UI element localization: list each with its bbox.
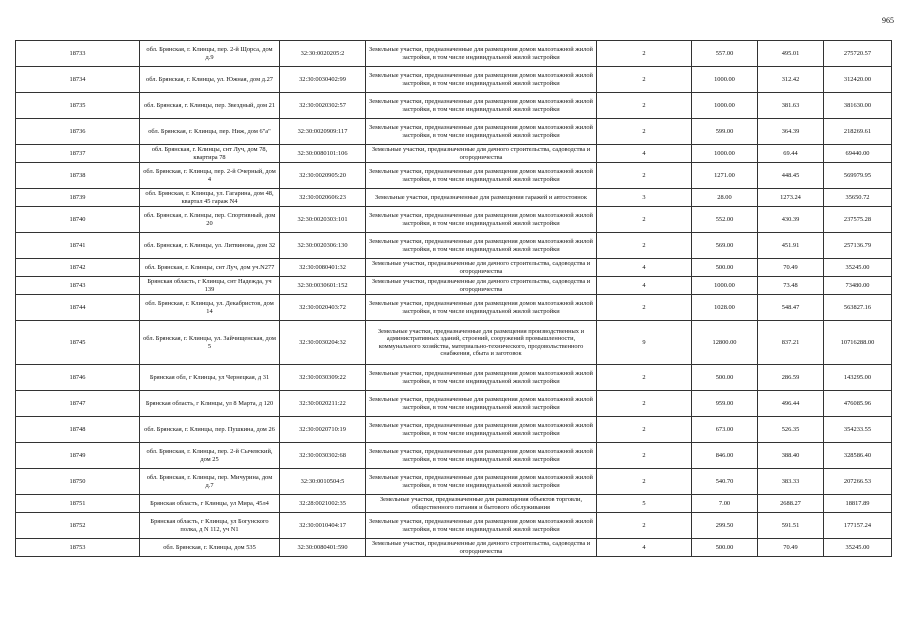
cell-group: 9 [597,321,692,365]
cell-purpose: Земельные участки, предназначенные для размещения гаражей и автостоянок [366,189,597,207]
cell-id: 18739 [16,189,140,207]
cell-id: 18738 [16,163,140,189]
cell-rate: 286.59 [758,365,824,391]
cell-rate: 591.51 [758,513,824,539]
cell-address: Брянская обл, г Клинцы, ул Чернецкая, д 31 [140,365,280,391]
cell-rate: 1273.24 [758,189,824,207]
cell-area: 299.50 [692,513,758,539]
cell-address: Брянская область, г Клинцы, ул Богунского полка, д N 112, уч N1 [140,513,280,539]
cell-id: 18743 [16,277,140,295]
cell-cadastral-number: 32:30:0020710:19 [280,417,366,443]
cell-cadastral-number: 32:30:0020205:2 [280,41,366,67]
cell-purpose: Земельные участки, предназначенные для размещения домов малоэтажной жилой застройки, в том числе индивидуальной жилой застройки [366,391,597,417]
cell-rate: 73.48 [758,277,824,295]
cell-rate: 495.01 [758,41,824,67]
cell-rate: 381.63 [758,93,824,119]
cell-cadastral-number: 32:30:0030402:99 [280,67,366,93]
cell-rate: 364.39 [758,119,824,145]
cell-address: обл. Брянская, г. Клинцы, ул. Южная, дом д.27 [140,67,280,93]
cell-purpose: Земельные участки, предназначенные для размещения домов малоэтажной жилой застройки, в том числе индивидуальной жилой застройки [366,443,597,469]
cell-cadastral-value: 563827.16 [824,295,892,321]
cell-address: Брянская область, г Клинцы, ул Мира, 45л4 [140,495,280,513]
cell-id: 18746 [16,365,140,391]
cell-area: 12800.00 [692,321,758,365]
cell-id: 18740 [16,207,140,233]
table-body [16,41,892,557]
cell-cadastral-value: 69440.00 [824,145,892,163]
cell-group: 2 [597,67,692,93]
cell-group: 2 [597,365,692,391]
cell-area: 1000.00 [692,277,758,295]
cell-cadastral-number: 32:30:0010404:17 [280,513,366,539]
cell-rate: 383.33 [758,469,824,495]
cell-area: 1000.00 [692,93,758,119]
cell-area: 1271.00 [692,163,758,189]
cell-cadastral-value: 476085.96 [824,391,892,417]
cell-id: 18745 [16,321,140,365]
cell-address: обл. Брянская, г. Клинцы, пер. Мичурина, дом д.7 [140,469,280,495]
cell-rate: 70.49 [758,259,824,277]
cell-area: 557.00 [692,41,758,67]
cell-purpose: Земельные участки, предназначенные для размещения производственных и административных зданий, строений, сооружений промышленности, коммунального хозяйства, материально-технического, продовольственного снабжения, сбыта и заготовок [366,321,597,365]
cell-group: 2 [597,513,692,539]
cell-area: 500.00 [692,259,758,277]
cell-address: Брянская область, г Клинцы, снт Надежда, уч 139 [140,277,280,295]
cell-address: обл. Брянская, г. Клинцы, ул. Декабристов, дом 14 [140,295,280,321]
cell-address: обл. Брянская, г. Клинцы, дом 535 [140,539,280,557]
cell-area: 1000.00 [692,145,758,163]
cell-group: 2 [597,391,692,417]
cell-purpose: Земельные участки, предназначенные для размещения объектов торговли, общественного питания и бытового обслуживания [366,495,597,513]
cell-rate: 448.45 [758,163,824,189]
cell-cadastral-number: 32:30:0080101:106 [280,145,366,163]
cell-group: 4 [597,259,692,277]
cell-rate: 526.35 [758,417,824,443]
cell-cadastral-number: 32:30:0030309:22 [280,365,366,391]
cell-cadastral-number: 32:30:0030601:152 [280,277,366,295]
cell-purpose: Земельные участки, предназначенные для дачного строительства, садоводства и огородничества [366,145,597,163]
cell-id: 18733 [16,41,140,67]
cell-cadastral-number: 32:30:0010504:5 [280,469,366,495]
cell-area: 846.00 [692,443,758,469]
cell-address: обл. Брянская, г. Клинцы, ул. Литвинова, дом 32 [140,233,280,259]
cell-address: обл. Брянская, г. Клинцы, пер. Спортивный, дом 20 [140,207,280,233]
table-row [16,513,892,539]
cell-cadastral-value: 143295.00 [824,365,892,391]
table-row [16,233,892,259]
cell-group: 2 [597,233,692,259]
cell-cadastral-number: 32:30:0020306:130 [280,233,366,259]
cell-cadastral-number: 32:30:0020302:57 [280,93,366,119]
cell-id: 18747 [16,391,140,417]
cell-address: обл. Брянская, г. Клинцы, пер. Пушкина, дом 26 [140,417,280,443]
cell-cadastral-value: 35245.00 [824,539,892,557]
cell-cadastral-number: 32:28:0021002:35 [280,495,366,513]
cell-rate: 548.47 [758,295,824,321]
cell-rate: 312.42 [758,67,824,93]
cell-rate: 2688.27 [758,495,824,513]
cell-cadastral-value: 569979.95 [824,163,892,189]
cell-group: 2 [597,119,692,145]
cell-cadastral-value: 312420.00 [824,67,892,93]
cell-cadastral-value: 177157.24 [824,513,892,539]
cell-area: 1000.00 [692,67,758,93]
cell-group: 2 [597,443,692,469]
cell-group: 2 [597,163,692,189]
cell-cadastral-number: 32:30:0030204:32 [280,321,366,365]
cell-cadastral-number: 32:30:0080401:590 [280,539,366,557]
cell-cadastral-number: 32:30:0080401:32 [280,259,366,277]
table-row [16,469,892,495]
cell-cadastral-number: 32:30:0020403:72 [280,295,366,321]
cell-cadastral-value: 18817.89 [824,495,892,513]
cell-area: 673.00 [692,417,758,443]
cell-address: Брянская область, г Клинцы, ул 8 Марта, д 120 [140,391,280,417]
cell-purpose: Земельные участки, предназначенные для дачного строительства, садоводства и огородничества [366,539,597,557]
cell-group: 2 [597,41,692,67]
table-row [16,295,892,321]
cell-cadastral-value: 237575.28 [824,207,892,233]
cell-id: 18741 [16,233,140,259]
cell-purpose: Земельные участки, предназначенные для размещения домов малоэтажной жилой застройки, в том числе индивидуальной жилой застройки [366,469,597,495]
cell-group: 5 [597,495,692,513]
table-row [16,67,892,93]
cell-id: 18751 [16,495,140,513]
cell-cadastral-value: 218269.61 [824,119,892,145]
table-row [16,391,892,417]
cell-cadastral-value: 10716288.00 [824,321,892,365]
cell-purpose: Земельные участки, предназначенные для размещения домов малоэтажной жилой застройки, в том числе индивидуальной жилой застройки [366,513,597,539]
cell-purpose: Земельные участки, предназначенные для размещения домов малоэтажной жилой застройки, в том числе индивидуальной жилой застройки [366,365,597,391]
table-row [16,495,892,513]
cell-id: 18734 [16,67,140,93]
cell-rate: 837.21 [758,321,824,365]
table-row [16,145,892,163]
cell-group: 4 [597,277,692,295]
cell-rate: 451.91 [758,233,824,259]
cell-cadastral-number: 32:30:0020606:23 [280,189,366,207]
table-row [16,207,892,233]
cell-area: 28.00 [692,189,758,207]
cell-address: обл. Брянская, г. Клинцы, пер. 2-й Очерный, дом 4 [140,163,280,189]
cell-cadastral-number: 32:30:0020909:117 [280,119,366,145]
cell-purpose: Земельные участки, предназначенные для размещения домов малоэтажной жилой застройки, в том числе индивидуальной жилой застройки [366,67,597,93]
cell-address: обл. Брянская, г. Клинцы, пер. Звездный, дом 21 [140,93,280,119]
cell-group: 2 [597,93,692,119]
cell-rate: 388.40 [758,443,824,469]
cell-area: 599.00 [692,119,758,145]
table-row [16,259,892,277]
cell-purpose: Земельные участки, предназначенные для размещения домов малоэтажной жилой застройки, в том числе индивидуальной жилой застройки [366,295,597,321]
cell-area: 500.00 [692,365,758,391]
cell-cadastral-value: 381630.00 [824,93,892,119]
cell-id: 18753 [16,539,140,557]
cell-group: 2 [597,207,692,233]
table-row [16,417,892,443]
cell-id: 18752 [16,513,140,539]
cell-area: 1028.00 [692,295,758,321]
cell-group: 3 [597,189,692,207]
cell-area: 569.00 [692,233,758,259]
cell-id: 18750 [16,469,140,495]
cell-id: 18744 [16,295,140,321]
cell-area: 552.00 [692,207,758,233]
table-row [16,321,892,365]
cell-id: 18748 [16,417,140,443]
cell-address: обл. Брянская, г. Клинцы, ул. Гагарина, дом 48, квартал 45 гараж N4 [140,189,280,207]
cell-address: обл. Брянская, г. Клинцы, снт Луч, дом 78, квартира 78 [140,145,280,163]
cell-rate: 430.39 [758,207,824,233]
cell-id: 18735 [16,93,140,119]
table-row [16,189,892,207]
cell-cadastral-value: 354233.55 [824,417,892,443]
cell-group: 2 [597,469,692,495]
cell-id: 18742 [16,259,140,277]
table-row [16,365,892,391]
cell-address: обл. Брянская, г. Клинцы, пер. 2-й Сычевский, дом 25 [140,443,280,469]
table-row [16,93,892,119]
cell-purpose: Земельные участки, предназначенные для размещения домов малоэтажной жилой застройки, в том числе индивидуальной жилой застройки [366,163,597,189]
cell-address: обл. Брянская, г. Клинцы, снт Луч, дом уч.N277 [140,259,280,277]
land-registry-table [15,40,892,557]
cell-cadastral-value: 73480.00 [824,277,892,295]
cell-rate: 70.49 [758,539,824,557]
table-row [16,277,892,295]
cell-cadastral-value: 207266.53 [824,469,892,495]
cell-purpose: Земельные участки, предназначенные для дачного строительства, садоводства и огородничества [366,259,597,277]
table-row [16,163,892,189]
cell-id: 18749 [16,443,140,469]
cell-purpose: Земельные участки, предназначенные для размещения домов малоэтажной жилой застройки, в том числе индивидуальной жилой застройки [366,93,597,119]
cell-address: обл. Брянская, г. Клинцы, пер. 2-й Щорса, дом д.9 [140,41,280,67]
cell-cadastral-value: 275720.57 [824,41,892,67]
cell-address: обл. Брянская, г. Клинцы, ул. Зайчищенская, дом 5 [140,321,280,365]
cell-purpose: Земельные участки, предназначенные для дачного строительства, садоводства и огородничества [366,277,597,295]
cell-area: 500.00 [692,539,758,557]
cell-area: 540.70 [692,469,758,495]
cell-purpose: Земельные участки, предназначенные для размещения домов малоэтажной жилой застройки, в том числе индивидуальной жилой застройки [366,41,597,67]
cell-id: 18736 [16,119,140,145]
page-number: 965 [882,16,894,25]
cell-cadastral-number: 32:30:0020303:101 [280,207,366,233]
cell-address: обл. Брянская, г. Клинцы, пер. Ниж, дом 6"а" [140,119,280,145]
cell-group: 2 [597,417,692,443]
cell-purpose: Земельные участки, предназначенные для размещения домов малоэтажной жилой застройки, в том числе индивидуальной жилой застройки [366,119,597,145]
cell-cadastral-value: 257136.79 [824,233,892,259]
cell-purpose: Земельные участки, предназначенные для размещения домов малоэтажной жилой застройки, в том числе индивидуальной жилой застройки [366,207,597,233]
cell-group: 2 [597,295,692,321]
cell-rate: 69.44 [758,145,824,163]
cell-cadastral-number: 32:30:0020905:20 [280,163,366,189]
cell-cadastral-value: 35650.72 [824,189,892,207]
cell-area: 959.00 [692,391,758,417]
cell-cadastral-number: 32:30:0030302:68 [280,443,366,469]
cell-purpose: Земельные участки, предназначенные для размещения домов малоэтажной жилой застройки, в том числе индивидуальной жилой застройки [366,417,597,443]
table-row [16,539,892,557]
cell-group: 4 [597,145,692,163]
cell-group: 4 [597,539,692,557]
table-row [16,119,892,145]
table-row [16,443,892,469]
table-row [16,41,892,67]
cell-cadastral-number: 32:30:0020211:22 [280,391,366,417]
cell-rate: 496.44 [758,391,824,417]
cell-cadastral-value: 35245.00 [824,259,892,277]
cell-purpose: Земельные участки, предназначенные для размещения домов малоэтажной жилой застройки, в том числе индивидуальной жилой застройки [366,233,597,259]
cell-area: 7.00 [692,495,758,513]
cell-cadastral-value: 328586.40 [824,443,892,469]
cell-id: 18737 [16,145,140,163]
